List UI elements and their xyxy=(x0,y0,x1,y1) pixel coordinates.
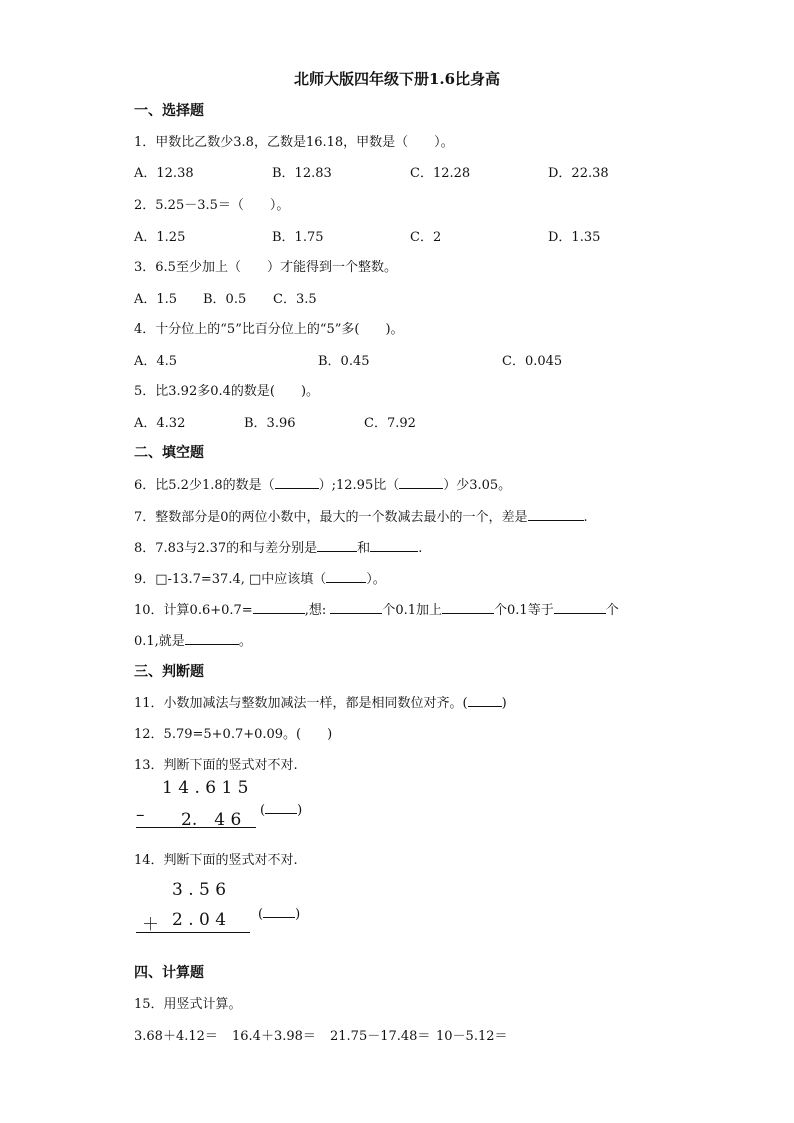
q13-vertical-bottom: 2. 4 6 xyxy=(181,810,242,830)
q13-minus-sign: – xyxy=(136,805,145,825)
q10-blank-5[interactable] xyxy=(185,632,239,645)
question-4: 4．十分位上的“5”比百分位上的“5”多( )。 xyxy=(134,322,404,337)
q10-blank-3[interactable] xyxy=(442,601,494,614)
q9-text-b: ）。 xyxy=(366,572,386,587)
q10-text-b: ,想: xyxy=(304,603,327,618)
q11-text-a: 11．小数加减法与整数加减法一样，都是相同数位对齐。( xyxy=(134,696,468,711)
page-title: 北师大版四年级下册1.6比身高 xyxy=(293,70,501,88)
q13-rule xyxy=(136,827,256,828)
q14-vertical-bottom: 2 . 0 4 xyxy=(172,910,227,930)
q6-blank-2[interactable] xyxy=(399,476,443,489)
q14-plus-sign: ＋ xyxy=(142,915,159,935)
question-10-continued xyxy=(134,630,252,649)
q2-option-b: B．1.75 xyxy=(272,230,324,245)
question-9 xyxy=(134,568,386,587)
q14-paren-left: ( xyxy=(258,907,264,922)
q6-text-a: 6．比5.2少1.8的数是（ xyxy=(134,478,275,493)
q8-blank-2[interactable] xyxy=(370,539,418,552)
q14-rule xyxy=(136,932,250,933)
calc-expr-3: 21.75－17.48＝ xyxy=(330,1029,431,1044)
q14-paren-right: ) xyxy=(295,907,301,922)
section-heading-fill: 二、填空题 xyxy=(134,445,204,461)
calc-expr-1: 3.68＋4.12＝ xyxy=(134,1029,218,1044)
q10-text-d: 个0.1等于 xyxy=(494,603,554,618)
q4-option-a: A．4.5 xyxy=(134,354,178,369)
q6-text-b: ）;12.95比（ xyxy=(318,478,400,493)
q13-vertical-top: 1 4 . 6 1 5 xyxy=(162,778,249,798)
calc-expr-2: 16.4＋3.98＝ xyxy=(232,1029,316,1044)
q6-text-c: ）少3.05。 xyxy=(443,478,512,493)
q13-blank[interactable] xyxy=(265,801,297,814)
question-15: 15．用竖式计算。 xyxy=(134,997,242,1012)
q8-text-a: 8．7.83与2.37的和与差分别是 xyxy=(134,541,318,556)
question-12: 12．5.79=5+0.7+0.09。( ) xyxy=(134,727,333,742)
q7-text-a: 7．整数部分是0的两位小数中，最大的一个数减去最小的一个，差是 xyxy=(134,510,528,525)
q10-text-g: 。 xyxy=(238,634,252,649)
q4-option-c: C．0.045 xyxy=(502,354,563,369)
q10-blank-1[interactable] xyxy=(253,601,305,614)
q5-option-c: C．7.92 xyxy=(364,416,416,431)
q14-answer xyxy=(258,905,300,922)
question-14: 14．判断下面的竖式对不对. xyxy=(134,853,298,868)
q14-blank[interactable] xyxy=(263,905,295,918)
question-13: 13．判断下面的竖式对不对. xyxy=(134,758,298,773)
section-heading-choice: 一、选择题 xyxy=(134,103,204,119)
q3-option-b: B．0.5 xyxy=(203,292,247,307)
question-2: 2．5.25－3.5＝（ ）。 xyxy=(134,198,290,213)
q10-text-c: 个0.1加上 xyxy=(382,603,443,618)
q9-blank[interactable] xyxy=(326,570,366,583)
q4-option-b: B．0.45 xyxy=(318,354,370,369)
q3-option-a: A．1.5 xyxy=(134,292,178,307)
q9-text-a: 9．□-13.7=37.4, □中应该填（ xyxy=(134,572,327,587)
q5-option-b: B．3.96 xyxy=(244,416,296,431)
q1-option-c: C．12.28 xyxy=(410,166,471,181)
question-11 xyxy=(134,692,507,711)
q10-text-f: 0.1,就是 xyxy=(134,634,185,649)
section-heading-calc: 四、计算题 xyxy=(134,965,204,981)
q8-text-b: 和 xyxy=(357,541,371,556)
q11-blank[interactable] xyxy=(468,694,502,707)
question-10 xyxy=(134,599,619,618)
q10-blank-4[interactable] xyxy=(554,601,606,614)
q5-option-a: A．4.32 xyxy=(134,416,186,431)
q13-paren-right: ) xyxy=(297,803,303,818)
question-1: 1．甲数比乙数少3.8，乙数是16.18，甲数是（ ）。 xyxy=(134,135,454,150)
calc-expr-4: 10－5.12＝ xyxy=(436,1029,508,1044)
q13-answer xyxy=(260,801,302,818)
question-8 xyxy=(134,537,422,556)
q14-vertical-top: 3 . 5 6 xyxy=(172,880,227,900)
section-heading-judge: 三、判断题 xyxy=(134,664,204,680)
q10-text-e: 个 xyxy=(605,603,619,618)
q6-blank-1[interactable] xyxy=(275,476,319,489)
q1-option-b: B．12.83 xyxy=(272,166,332,181)
q1-option-a: A．12.38 xyxy=(134,166,194,181)
q13-paren-left: ( xyxy=(260,803,266,818)
q2-option-d: D．1.35 xyxy=(548,230,601,245)
q10-blank-2[interactable] xyxy=(330,601,382,614)
question-7 xyxy=(134,506,588,525)
q8-blank-1[interactable] xyxy=(317,539,357,552)
question-5: 5．比3.92多0.4的数是( )。 xyxy=(134,384,320,399)
q8-text-c: . xyxy=(418,541,423,556)
q7-blank[interactable] xyxy=(528,508,584,521)
question-3: 3．6.5至少加上（ ）才能得到一个整数。 xyxy=(134,260,397,275)
q11-text-b: ) xyxy=(501,696,507,711)
question-6 xyxy=(134,474,511,493)
q2-option-a: A．1.25 xyxy=(134,230,186,245)
q10-text-a: 10．计算0.6+0.7= xyxy=(134,603,253,618)
q3-option-c: C．3.5 xyxy=(273,292,317,307)
q2-option-c: C．2 xyxy=(410,230,442,245)
q7-text-b: . xyxy=(583,510,588,525)
q1-option-d: D．22.38 xyxy=(548,166,609,181)
